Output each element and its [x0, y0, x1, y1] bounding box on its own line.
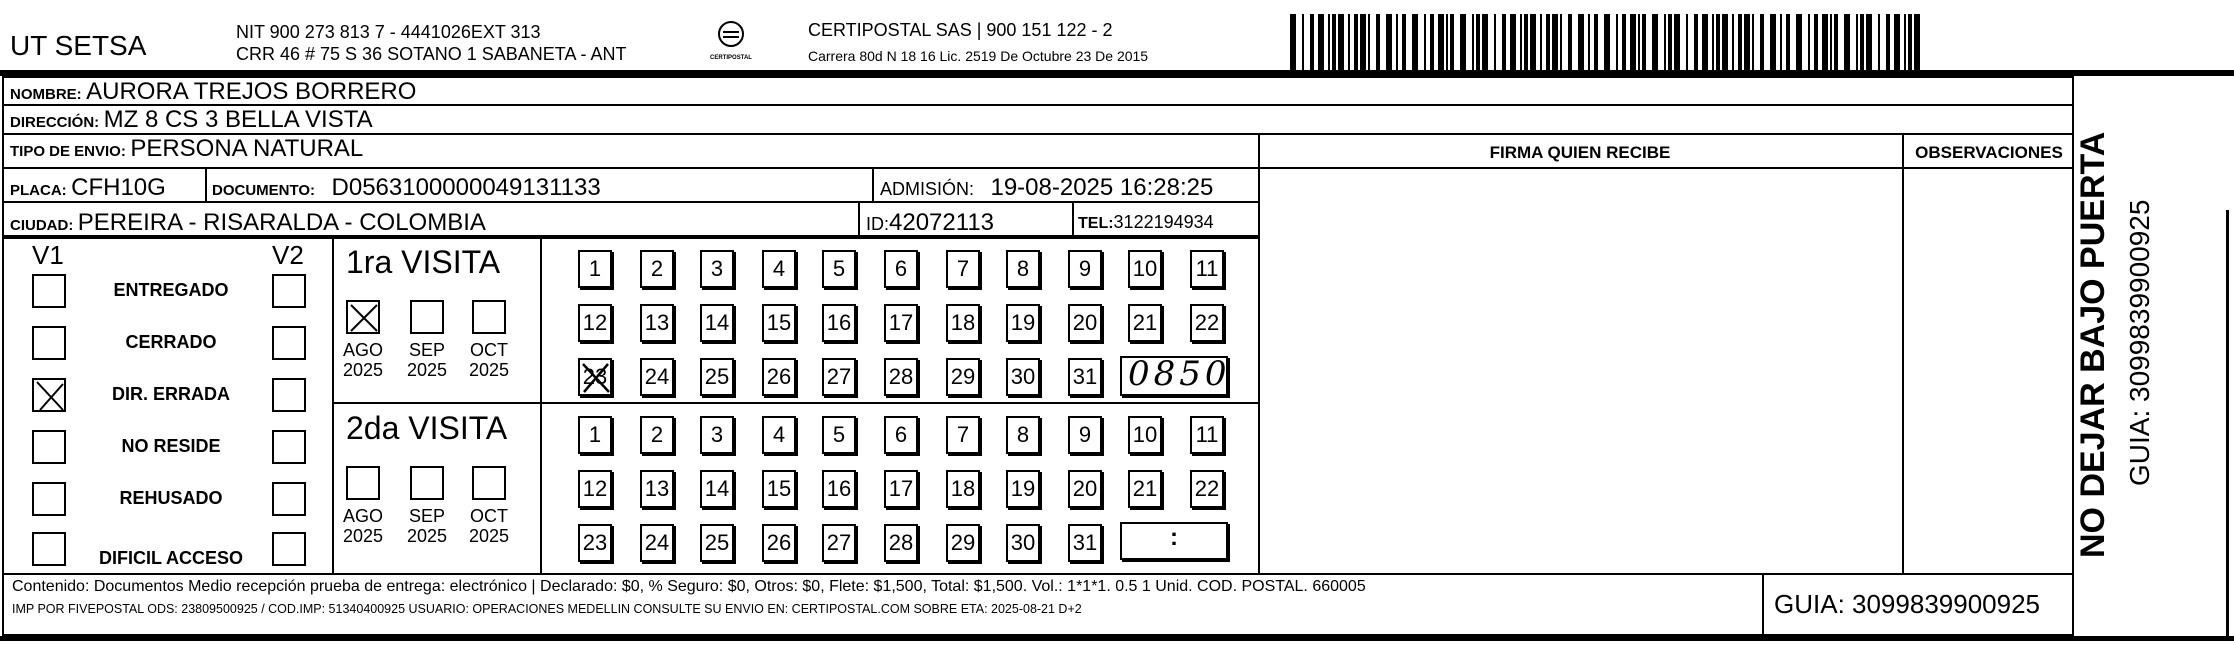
first-visit-day[interactable]: 27 [822, 358, 856, 396]
barcode-bar [1360, 14, 1366, 70]
barcode-bar [1524, 14, 1528, 70]
footer-line2: IMP POR FIVEPOSTAL ODS: 23809500925 / COD.IMP: 51340400925 USUARIO: OPERACIONES MEDELLIN CONSULTE SU ENVIO EN: CERTIPOSTAL.COM SOBRE ETA: 2025-08-21 D+2 [12, 602, 1082, 616]
first-visit-day[interactable]: 29 [946, 358, 980, 396]
second-time-value: : [1170, 524, 1178, 551]
barcode-bar [1494, 14, 1496, 70]
v1-checkbox[interactable] [32, 482, 66, 516]
side-frame-line [2226, 210, 2229, 640]
barcode-bar [1814, 14, 1818, 70]
month-label: AGO 2025 [342, 340, 384, 380]
firma-header: FIRMA QUIEN RECIBE [1489, 143, 1671, 162]
barcode-bar [1386, 14, 1392, 70]
barcode-bar [1686, 14, 1688, 70]
documento-label: DOCUMENTO: [212, 182, 316, 199]
v2-label: V2 [272, 240, 304, 270]
barcode-bar [1668, 14, 1672, 70]
second-visit-day[interactable]: 1 [578, 416, 612, 454]
v2-checkbox[interactable] [272, 532, 306, 566]
barcode-bar [1438, 14, 1444, 70]
barcode-bar [1510, 14, 1516, 70]
tipo-value: PERSONA NATURAL [130, 135, 364, 162]
second-visit-day[interactable]: 6 [884, 416, 918, 454]
second-visit-title: 2da VISITA [346, 410, 508, 446]
first-visit-day[interactable]: 18 [946, 304, 980, 342]
first-visit-day[interactable]: 20 [1068, 304, 1102, 342]
second-visit-day[interactable]: 2 [640, 416, 674, 454]
bottom-rule [0, 636, 2234, 641]
v1-checkbox[interactable] [32, 378, 66, 412]
company-name: UT SETSA [10, 30, 147, 61]
status-label: DIR. ERRADA [111, 384, 230, 404]
barcode-bar [1472, 14, 1474, 70]
row-tipo [2, 135, 1258, 169]
documento-value: D0563100000049131133 [331, 174, 601, 201]
first-visit-day[interactable]: 28 [884, 358, 918, 396]
barcode-bar [1786, 14, 1790, 70]
second-visit-day[interactable]: 16 [822, 470, 856, 508]
second-visit-day[interactable]: 11 [1190, 416, 1224, 454]
barcode-bar [1502, 14, 1506, 70]
barcode-bar [1622, 14, 1626, 70]
second-visit-day[interactable]: 10 [1128, 416, 1162, 454]
barcode-bar [1722, 14, 1728, 70]
footer-line1: Contenido: Documentos Medio recepción prueba de entrega: electrónico | Declarado: $0, % Seguro: $0, Otros: $0, Flete: $1,500, Total: $1,500. Vol.: 1*1*1. 0.5 1 Unid. COD. POSTAL. 660005 [12, 578, 1366, 595]
barcode-bar [1460, 14, 1466, 70]
status-label: ENTREGADO [113, 280, 229, 300]
placa-label: PLACA: [10, 182, 67, 199]
observaciones-header: OBSERVACIONES [1915, 143, 2063, 162]
barcode-bar [1318, 14, 1324, 70]
barcode-bar [1834, 14, 1838, 70]
second-visit-day[interactable]: 26 [762, 524, 796, 562]
row-direccion [2, 106, 2074, 135]
second-visit-month-checkbox[interactable] [472, 466, 506, 500]
first-visit-day[interactable]: 10 [1128, 250, 1162, 288]
company-nit: NIT 900 273 813 7 - 4441026EXT 313 [236, 22, 541, 42]
first-visit-day[interactable]: 6 [884, 250, 918, 288]
company-address: CRR 46 # 75 S 36 SOTANO 1 SABANETA - ANT [236, 44, 627, 64]
barcode-bar [1338, 14, 1344, 70]
barcode-bar [1866, 14, 1872, 70]
barcode-bar [1520, 14, 1522, 70]
second-visit-day[interactable]: 18 [946, 470, 980, 508]
divider [1902, 135, 1904, 575]
barcode-bar [1552, 14, 1558, 70]
barcode-bar [1664, 14, 1666, 70]
first-visit-title: 1ra VISITA [346, 244, 501, 280]
status-label: REHUSADO [119, 488, 223, 508]
second-visit-day[interactable]: 27 [822, 524, 856, 562]
barcode-bar [1770, 14, 1776, 70]
first-visit-day[interactable]: 4 [762, 250, 796, 288]
barcode-bar [1638, 14, 1640, 70]
barcode-bar [1822, 14, 1828, 70]
second-visit-day[interactable]: 21 [1128, 470, 1162, 508]
barcode-bar [1290, 14, 1296, 70]
second-visit-day[interactable]: 20 [1068, 470, 1102, 508]
ciudad [10, 209, 486, 237]
month-label: OCT 2025 [468, 340, 510, 380]
barcode-bar [1780, 14, 1782, 70]
first-visit-day[interactable]: 17 [884, 304, 918, 342]
barcode-bar [1546, 14, 1550, 70]
first-visit-day[interactable]: 19 [1006, 304, 1040, 342]
side-warning: NO DEJAR BAJO PUERTA [2074, 131, 2112, 558]
barcode-bar [1856, 14, 1858, 70]
nombre-label: NOMBRE: [10, 86, 82, 103]
second-visit-day[interactable]: 14 [700, 470, 734, 508]
barcode-bar [1348, 14, 1350, 70]
barcode-bar [1652, 14, 1658, 70]
second-visit-day[interactable]: 13 [640, 470, 674, 508]
divider [205, 169, 207, 203]
first-visit-day[interactable]: 22 [1190, 304, 1224, 342]
barcode-bar [1412, 14, 1418, 70]
second-visit-day[interactable]: 8 [1006, 416, 1040, 454]
barcode-bar [1712, 14, 1714, 70]
first-visit-day[interactable]: 14 [700, 304, 734, 342]
logo-icon [713, 20, 749, 50]
first-visit-day[interactable]: 16 [822, 304, 856, 342]
placa-value: CFH10G [71, 174, 166, 201]
barcode-bar [1332, 14, 1336, 70]
month-label: OCT 2025 [468, 506, 510, 546]
second-visit-day[interactable]: 5 [822, 416, 856, 454]
barcode-bar [1716, 14, 1720, 70]
ciudad-value: PEREIRA - RISARALDA - COLOMBIA [77, 209, 486, 236]
month-label: SEP 2025 [406, 506, 448, 546]
barcode-bar [1560, 14, 1562, 70]
v2-checkbox[interactable] [272, 326, 306, 360]
divider [334, 402, 1258, 404]
row-nombre [2, 78, 2074, 106]
v2-checkbox[interactable] [272, 482, 306, 516]
side-guia: GUIA: 3099839900925 [2124, 199, 2155, 486]
barcode-bar [1482, 14, 1488, 70]
second-visit-day[interactable]: 25 [700, 524, 734, 562]
barcode-bar [1702, 14, 1708, 70]
barcode-bar [1694, 14, 1698, 70]
first-time-handwritten: 0850 [1128, 354, 1231, 394]
barcode-bar [1368, 14, 1370, 70]
v1-label: V1 [32, 240, 64, 270]
first-visit-day[interactable]: 5 [822, 250, 856, 288]
barcode-bar [1886, 14, 1890, 70]
second-visit-day[interactable]: 15 [762, 470, 796, 508]
status-label: CERRADO [125, 332, 217, 352]
first-time-box [1120, 354, 1231, 396]
admision-label: ADMISIÓN: [880, 179, 975, 199]
barcode-bar [1744, 14, 1750, 70]
v1-checkbox[interactable] [32, 274, 66, 308]
v2-checkbox[interactable] [272, 378, 306, 412]
v1-checkbox[interactable] [32, 430, 66, 464]
divider [1762, 575, 1764, 636]
ciudad-label: CIUDAD: [10, 217, 74, 234]
barcode-bar [1642, 14, 1646, 70]
barcode-bar [1530, 14, 1536, 70]
barcode-bar [1588, 14, 1590, 70]
v1-checkbox[interactable] [32, 532, 66, 566]
barcode-bar [1354, 14, 1358, 70]
first-visit-month-checkbox[interactable] [346, 300, 380, 334]
v2-checkbox[interactable] [272, 274, 306, 308]
first-visit-day[interactable]: 23 [578, 358, 612, 396]
month-label: AGO 2025 [342, 506, 384, 546]
id [866, 209, 994, 237]
barcode-bar [1878, 14, 1880, 70]
first-visit-day[interactable]: 9 [1068, 250, 1102, 288]
second-visit-day[interactable]: 22 [1190, 470, 1224, 508]
barcode-bar [1376, 14, 1380, 70]
barcode-bar [1430, 14, 1434, 70]
divider [1072, 203, 1074, 237]
barcode-bar [1760, 14, 1764, 70]
barcode-bar [1830, 14, 1832, 70]
first-visit-day[interactable]: 30 [1006, 358, 1040, 396]
first-visit-day[interactable]: 3 [700, 250, 734, 288]
second-visit-day[interactable]: 3 [700, 416, 734, 454]
barcode-bar [1674, 14, 1680, 70]
first-visit-day[interactable]: 26 [762, 358, 796, 396]
admision [880, 174, 1213, 202]
first-visit-day[interactable]: 2 [640, 250, 674, 288]
barcode-bar [1302, 14, 1304, 70]
second-visit-day[interactable]: 12 [578, 470, 612, 508]
first-visit-day[interactable]: 15 [762, 304, 796, 342]
placa [10, 174, 166, 202]
id-value: 42072113 [889, 209, 995, 236]
barcode-bar [1894, 14, 1900, 70]
barcode-bar [1310, 14, 1314, 70]
barcode-bar [1630, 14, 1636, 70]
certipostal-logo [705, 20, 757, 66]
second-visit-day[interactable]: 19 [1006, 470, 1040, 508]
tel-value: 3122194934 [1113, 212, 1214, 232]
first-visit-day[interactable]: 24 [640, 358, 674, 396]
barcode-bar [1616, 14, 1618, 70]
second-visit-day[interactable]: 4 [762, 416, 796, 454]
second-visit-day[interactable]: 9 [1068, 416, 1102, 454]
first-visit-day[interactable]: 21 [1128, 304, 1162, 342]
second-visit-day[interactable]: 29 [946, 524, 980, 562]
first-visit-day[interactable]: 11 [1190, 250, 1224, 288]
first-visit-day[interactable]: 8 [1006, 250, 1040, 288]
second-visit-day[interactable]: 30 [1006, 524, 1040, 562]
admision-value: 19-08-2025 16:28:25 [990, 174, 1214, 201]
barcode-bar [1424, 14, 1426, 70]
divider [1258, 135, 1260, 575]
first-visit-day[interactable]: 12 [578, 304, 612, 342]
barcode-bar [1578, 14, 1584, 70]
footer-guia: GUIA: 3099839900925 [1774, 589, 2040, 619]
barcode-bar [1476, 14, 1480, 70]
first-visit-day[interactable]: 25 [700, 358, 734, 396]
first-visit-day[interactable]: 1 [578, 250, 612, 288]
divider [2, 237, 1258, 239]
barcode-bar [1328, 14, 1330, 70]
tel-label: TEL: [1078, 215, 1114, 232]
barcode-bar [1732, 14, 1734, 70]
barcode-bar [1450, 14, 1454, 70]
barcode-bar [1396, 14, 1398, 70]
tipo-label: TIPO DE ENVIO: [10, 143, 126, 160]
second-time-box [1120, 522, 1228, 560]
second-visit-month-checkbox[interactable] [410, 466, 444, 500]
first-visit-day[interactable]: 7 [946, 250, 980, 288]
barcode-bar [1908, 14, 1912, 70]
barcode-bar [1904, 14, 1906, 70]
nombre-value: AURORA TREJOS BORRERO [86, 78, 417, 105]
first-visit-month-checkbox[interactable] [410, 300, 444, 334]
barcode-bar [1796, 14, 1802, 70]
second-visit-day[interactable]: 7 [946, 416, 980, 454]
first-visit-day[interactable]: 13 [640, 304, 674, 342]
month-label: SEP 2025 [406, 340, 448, 380]
second-visit-day[interactable]: 23 [578, 524, 612, 562]
second-visit-day[interactable]: 31 [1068, 524, 1102, 562]
documento [212, 174, 601, 202]
barcode-bar [1594, 14, 1598, 70]
first-visit-month-checkbox[interactable] [472, 300, 506, 334]
first-visit-day[interactable]: 31 [1068, 358, 1102, 396]
barcode-bar [1446, 14, 1448, 70]
certipostal-name: CERTIPOSTAL SAS | 900 151 122 - 2 [808, 20, 1113, 40]
second-visit-day[interactable]: 17 [884, 470, 918, 508]
status-label: DIFICIL ACCESO [98, 548, 243, 568]
second-visit-day[interactable]: 24 [640, 524, 674, 562]
barcode [1290, 14, 1930, 70]
second-visit-month-checkbox[interactable] [346, 466, 380, 500]
v1-checkbox[interactable] [32, 326, 66, 360]
barcode-bar [1568, 14, 1572, 70]
id-label: ID: [866, 214, 890, 234]
barcode-bar [1738, 14, 1742, 70]
tel [1078, 212, 1214, 233]
barcode-bar [1402, 14, 1406, 70]
second-visit-day[interactable]: 28 [884, 524, 918, 562]
divider [872, 169, 874, 203]
barcode-bar [1604, 14, 1610, 70]
barcode-bar [1540, 14, 1542, 70]
barcode-bar [1914, 14, 1920, 70]
barcode-bar [1808, 14, 1810, 70]
barcode-bar [1844, 14, 1850, 70]
barcode-bar [1860, 14, 1864, 70]
divider [858, 203, 860, 237]
v2-checkbox[interactable] [272, 430, 306, 464]
top-rule [0, 70, 2234, 76]
barcode-bar [1752, 14, 1754, 70]
direccion-label: DIRECCIÓN: [10, 114, 100, 131]
status-label: NO RESIDE [121, 436, 221, 456]
direccion-value: MZ 8 CS 3 BELLA VISTA [103, 106, 373, 133]
certipostal-address: Carrera 80d N 18 16 Lic. 2519 De Octubre 23 De 2015 [808, 48, 1149, 64]
logo-text: CERTIPOSTAL [710, 55, 752, 61]
